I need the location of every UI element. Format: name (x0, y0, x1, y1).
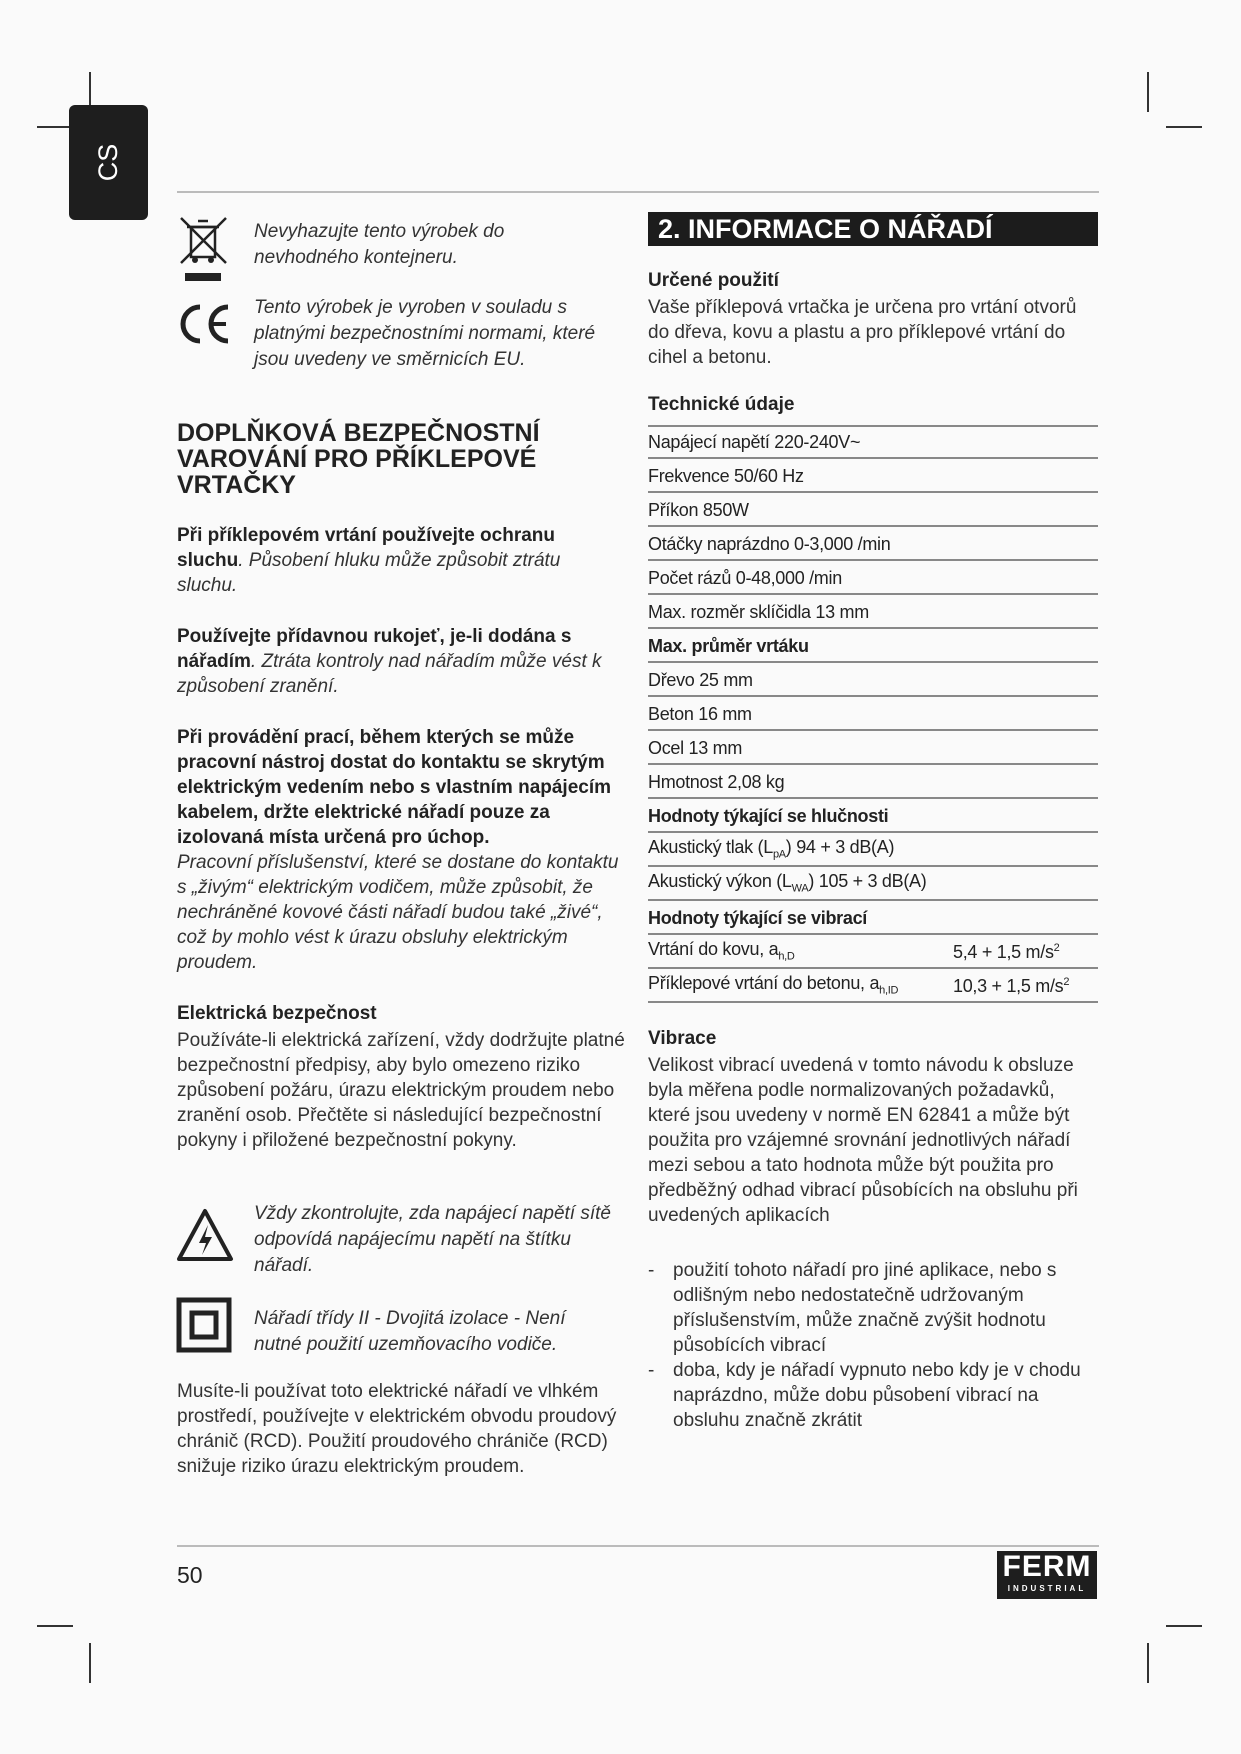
spec-label: Max. průměr vrtáku (648, 636, 809, 656)
spec-label: Hmotnost 2,08 kg (648, 772, 785, 792)
ce-note: Tento výrobek je vyroben v souladu s platnými bezpečnostními normami, které jsou uvedeny ve směrnicích EU. (254, 297, 596, 370)
spec-label: Napájecí napětí 220-240V~ (648, 432, 861, 452)
auxiliary-handle-bold: Používejte přídavnou rukojeť, je-li dodána s nářadím (177, 626, 572, 672)
crop-mark (37, 1625, 73, 1627)
spec-row (648, 629, 1098, 663)
spec-label: Hodnoty týkající se vibrací (648, 908, 867, 928)
spec-value: 10,3 + 1,5 $m/s^2$ (953, 976, 1070, 996)
spec-label: Otáčky naprázdno 0-3,000 /min (648, 534, 891, 554)
electrical-safety-title: Elektrická bezpečnost (177, 1003, 377, 1024)
spec-label: Frekvence 50/60 Hz (648, 466, 804, 486)
spec-row (648, 935, 1098, 969)
spec-row (648, 969, 1098, 1003)
language-tab-label: CS (93, 143, 123, 182)
spec-label: Počet rázů 0-48,000 /min (648, 568, 842, 588)
logo-sub-text: INDUSTRIAL (1007, 1584, 1087, 1593)
spec-row (648, 901, 1098, 935)
electrical-safety-text: Používáte-li elektrická zařízení, vždy dodržujte platné bezpečnostní předpisy, aby bylo omezeno riziko způsobení požáru, úrazu elektrickým proudem nebo zranění osob. Přečtěte si následující bezpečnostní pokyny i přiložené bezpečnostní pokyny. (177, 1030, 625, 1151)
list-text: použití tohoto nářadí pro jiné aplikace, nebo s odlišným nebo nedostatečně udržovaným příslušenstvím, může značně zvýšit hodnotu působících vibrací (673, 1260, 1057, 1356)
crop-mark (1147, 72, 1149, 112)
language-tab (69, 105, 148, 220)
list-item (648, 1358, 1098, 1433)
crop-mark (1166, 1625, 1202, 1627)
page-number: 50 (177, 1562, 203, 1588)
spec-label: Max. rozměr sklíčidla 13 mm (648, 602, 869, 622)
section-title: 2. INFORMACE O NÁŘADÍ (648, 212, 1098, 246)
intended-use-text: Vaše příklepová vrtačka je určena pro vrtání otvorů do dřeva, kovu a plastu a pro příklepové vrtání do cihel a betonu. (648, 297, 1077, 368)
ce-mark-icon (176, 303, 234, 345)
crop-mark (1166, 126, 1202, 128)
spec-label: Akustický tlak $(L_{pA}) 94 + 3$ dB(A) (648, 837, 895, 861)
spec-label: Hodnoty týkající se hlučnosti (648, 806, 889, 826)
list-item (648, 1258, 1098, 1358)
spec-row (648, 561, 1098, 595)
voltage-warning-icon (175, 1207, 235, 1263)
disposal-note: Nevyhazujte tento výrobek do nevhodného kontejneru. (254, 221, 505, 268)
spec-row (648, 697, 1098, 731)
hidden-wiring-bold: Při provádění prací, během kterých se může pracovní nástroj dostat do kontaktu se skrytým elektrickým vedením nebo s vlastním napájecím kabelem, držte elektrické nářadí pouze za izolovaná místa určená pro úchop. (177, 727, 612, 848)
top-rule (177, 191, 1099, 193)
spec-label: Dřevo 25 mm (648, 670, 753, 690)
spec-row (648, 731, 1098, 765)
spec-row (648, 799, 1098, 833)
list-bullet: - (648, 1260, 655, 1281)
spec-row (648, 595, 1098, 629)
voltage-note: Vždy zkontrolujte, zda napájecí napětí sítě odpovídá napájecímu napětí na štítku nářadí. (254, 1203, 611, 1276)
hearing-protection-paragraph (177, 523, 597, 598)
hearing-protection-bold: Při příklepovém vrtání používejte ochranu sluchu (177, 525, 555, 571)
spec-label: Příkon 850W (648, 500, 749, 520)
spec-row (648, 765, 1098, 799)
list-text: doba, kdy je nářadí vypnuto nebo kdy je v chodu naprázdno, může dobu působení vibrací na obsluhu značně zkrátit (673, 1360, 1081, 1431)
intended-use-title: Určené použití (648, 270, 779, 291)
auxiliary-handle-rest: . Ztráta kontroly nad nářadím může vést k způsobení zranění. (177, 651, 602, 697)
ferm-logo (997, 1551, 1097, 1599)
spec-row (648, 833, 1098, 867)
hearing-protection-rest: . Působení hluku může způsobit ztrátu sluchu. (177, 550, 561, 596)
logo-main-text: FERM (1002, 1550, 1092, 1583)
spec-label: Beton 16 mm (648, 704, 752, 724)
spec-label: Ocel 13 mm (648, 738, 743, 758)
vibration-title: Vibrace (648, 1028, 717, 1049)
vibration-text: Velikost vibrací uvedená v tomto návodu k obsluze byla měřena podle normalizovaných požadavků, které jsou uvedeny v normě EN 62841 a může být použita pro vzájemné srovnání jednotlivých nářadí mezi sebou a tato hodnota může být použita pro předběžný odhad vibrací působících na obsluhu při uvedených aplikacích (648, 1055, 1078, 1226)
hidden-wiring-rest: Pracovní příslušenství, které se dostane do kontaktu s „živým“ elektrickým vodičem, může způsobit, že nechráněné kovové části nářadí budou také „živé“, což by mohlo vést k úrazu obsluhy elektrickým proudem. (177, 852, 619, 973)
spec-value: 5,4 + 1,5 $m/s^2$ (953, 942, 1060, 962)
spec-row (648, 527, 1098, 561)
spec-row (648, 459, 1098, 493)
spec-label: Akustický výkon $(L_{WA}) 105 + 3$ dB(A) (648, 871, 927, 895)
spec-row (648, 663, 1098, 697)
spec-row (648, 867, 1098, 901)
double-insulation-icon (176, 1297, 232, 1353)
auxiliary-handle-paragraph (177, 624, 627, 699)
spec-label: Vrtání do kovu, $a_{h,D}$ (648, 939, 795, 963)
rcd-paragraph: Musíte-li používat toto elektrické nářadí ve vlhkém prostředí, používejte v elektrickém obvodu proudový chránič (RCD). Použití proudového chrániče (RCD) snižuje riziko úrazu elektrickým proudem. (177, 1381, 617, 1477)
bottom-rule (177, 1545, 1099, 1547)
crop-mark (1147, 1643, 1149, 1683)
spec-label: Příklepové vrtání do betonu, $a_{h,ID}$ (648, 973, 899, 997)
crop-mark (89, 1643, 91, 1683)
insulation-note: Nářadí třídy II - Dvojitá izolace - Není nutné použití uzemňovacího vodiče. (254, 1308, 566, 1355)
crossed-bin-icon (178, 215, 230, 285)
technical-data-title: Technické údaje (648, 394, 795, 415)
spec-row (648, 425, 1098, 459)
safety-heading: DOPLŇKOVÁ BEZPEČNOSTNÍ VAROVÁNÍ PRO PŘÍKLEPOVÉ VRTAČKY (177, 419, 540, 499)
spec-table (648, 425, 1098, 1003)
spec-row (648, 493, 1098, 527)
hidden-wiring-paragraph (177, 725, 627, 975)
list-bullet: - (648, 1360, 655, 1381)
